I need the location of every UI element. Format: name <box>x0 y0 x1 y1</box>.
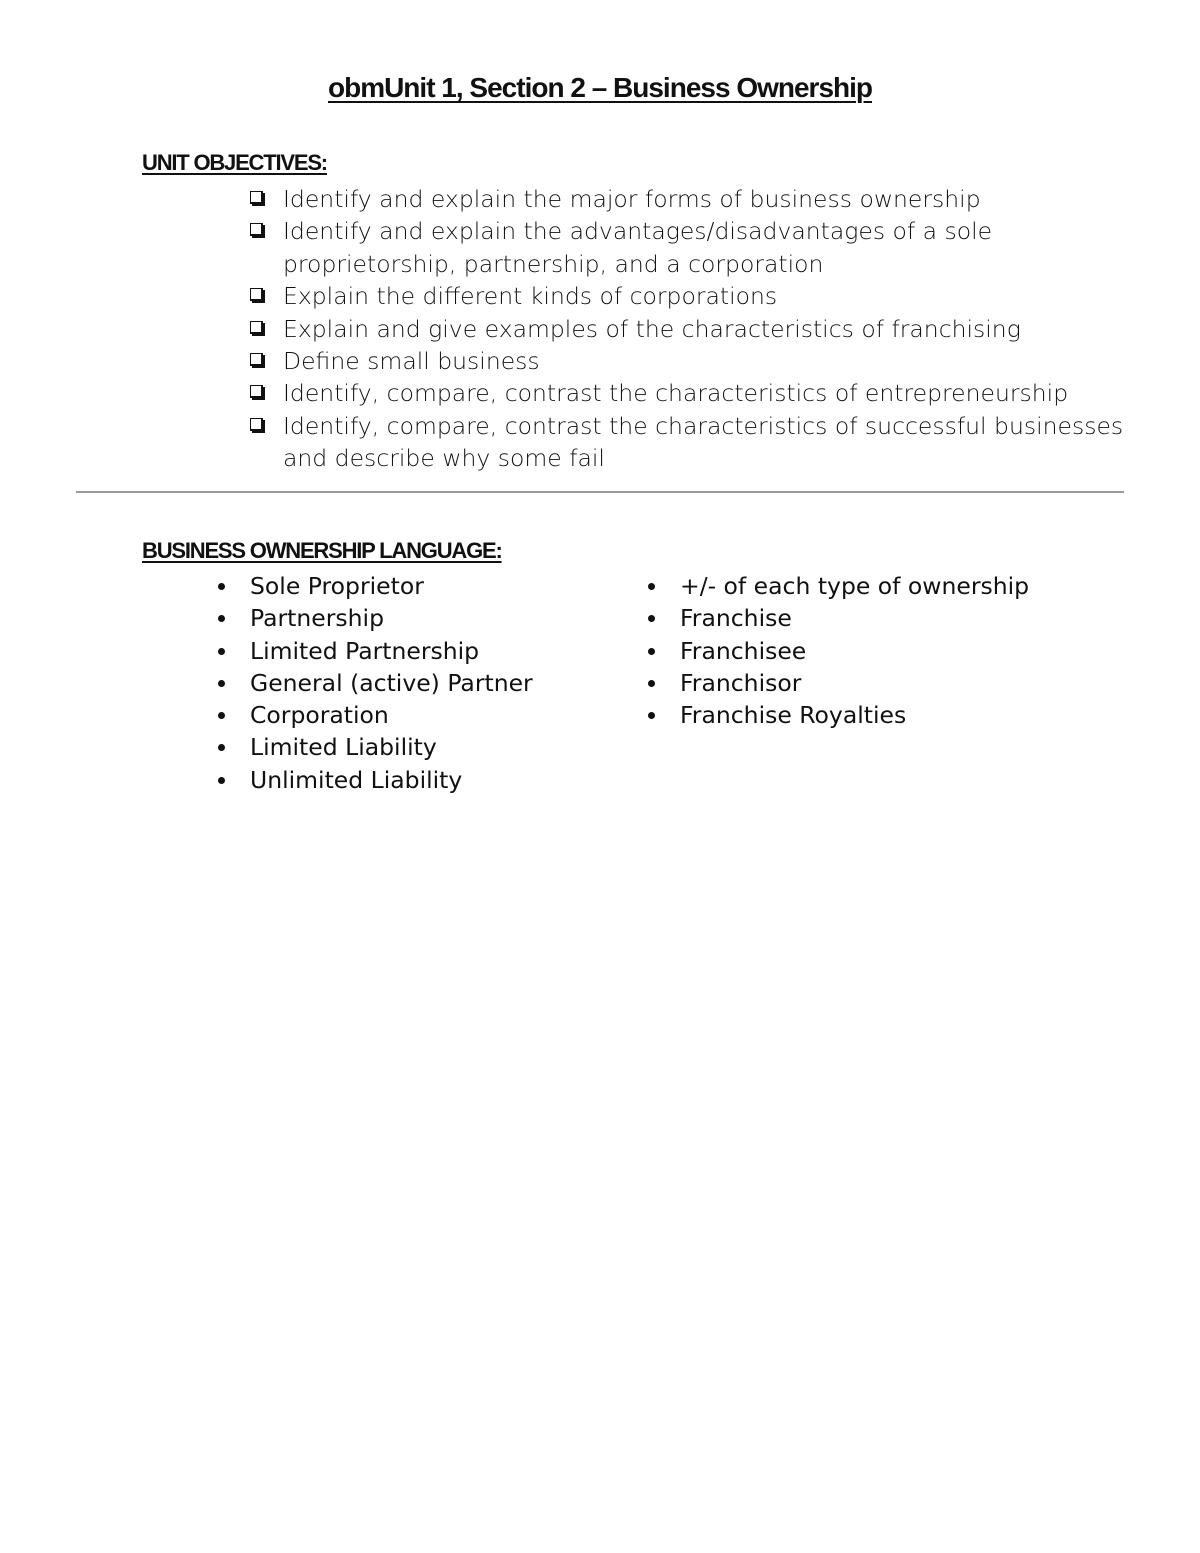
objective-item <box>248 377 1128 409</box>
term-text: Franchise Royalties <box>680 701 907 730</box>
term-text: Franchisor <box>680 668 802 697</box>
term-item <box>214 699 614 731</box>
term-text: Corporation <box>250 701 389 730</box>
bullet-icon <box>218 712 225 719</box>
term-text: Unlimited Liability <box>250 765 463 794</box>
terms-list-right <box>644 570 1164 731</box>
checkbox-icon <box>250 418 263 431</box>
term-text: Limited Partnership <box>250 636 480 665</box>
bullet-icon <box>218 777 225 784</box>
bullet-icon <box>648 583 655 590</box>
objective-text: Identify, compare, contrast the characteristics of entrepreneurship <box>283 379 1069 408</box>
term-text: Franchisee <box>680 636 807 665</box>
checkbox-icon <box>250 385 263 398</box>
term-item <box>644 570 1164 602</box>
checkbox-icon <box>250 223 263 236</box>
objective-item <box>248 410 1128 475</box>
bullet-icon <box>648 615 655 622</box>
document-title: obmUnit 1, Section 2 – Business Ownership <box>327 72 873 103</box>
term-text: +/- of each type of ownership <box>680 572 1030 600</box>
term-item <box>214 667 614 699</box>
term-text: General (active) Partner <box>250 668 533 697</box>
objective-text: Explain the different kinds of corporations <box>283 282 778 311</box>
term-item <box>214 635 614 667</box>
objective-text: Identify, compare, contrast the characteristics of successful businesses and describe why some fail <box>283 411 1124 473</box>
terms-list-left <box>214 570 614 796</box>
checkbox-icon <box>250 321 263 334</box>
term-text: Sole Proprietor <box>250 572 424 600</box>
bullet-icon <box>218 615 225 622</box>
term-item <box>644 699 1164 731</box>
horizontal-divider <box>76 491 1124 493</box>
objective-item <box>248 280 1128 312</box>
objective-text: Explain and give examples of the characteristics of franchising <box>283 314 1021 343</box>
checkbox-icon <box>250 353 263 366</box>
objective-item <box>248 345 1128 377</box>
bullet-icon <box>218 648 225 655</box>
bullet-icon <box>218 744 225 751</box>
bullet-icon <box>648 712 655 719</box>
objective-text: Identify and explain the major forms of business ownership <box>283 185 981 213</box>
business-ownership-language-heading: BUSINESS OWNERSHIP LANGUAGE: <box>142 538 502 563</box>
term-item <box>214 731 614 763</box>
term-text: Limited Liability <box>250 733 437 762</box>
bullet-icon <box>218 583 225 590</box>
checkbox-icon <box>250 288 263 301</box>
objective-item <box>248 183 1128 215</box>
bullet-icon <box>648 680 655 687</box>
term-item <box>644 602 1164 634</box>
bullet-icon <box>218 680 225 687</box>
objective-text: Define small business <box>283 347 540 376</box>
term-item <box>644 635 1164 667</box>
unit-objectives-heading: UNIT OBJECTIVES: <box>142 150 327 175</box>
objectives-list <box>248 183 1128 475</box>
term-item <box>214 602 614 634</box>
objective-item <box>248 313 1128 345</box>
term-text: Partnership <box>250 604 384 633</box>
objective-text: Identify and explain the advantages/disadvantages of a sole proprietorship, partnership, and a corporation <box>283 217 993 278</box>
term-item <box>644 667 1164 699</box>
term-text: Franchise <box>680 604 792 633</box>
term-item <box>214 570 614 602</box>
objective-item <box>248 215 1128 280</box>
bullet-icon <box>648 648 655 655</box>
checkbox-icon <box>250 191 263 204</box>
term-item <box>214 764 614 796</box>
